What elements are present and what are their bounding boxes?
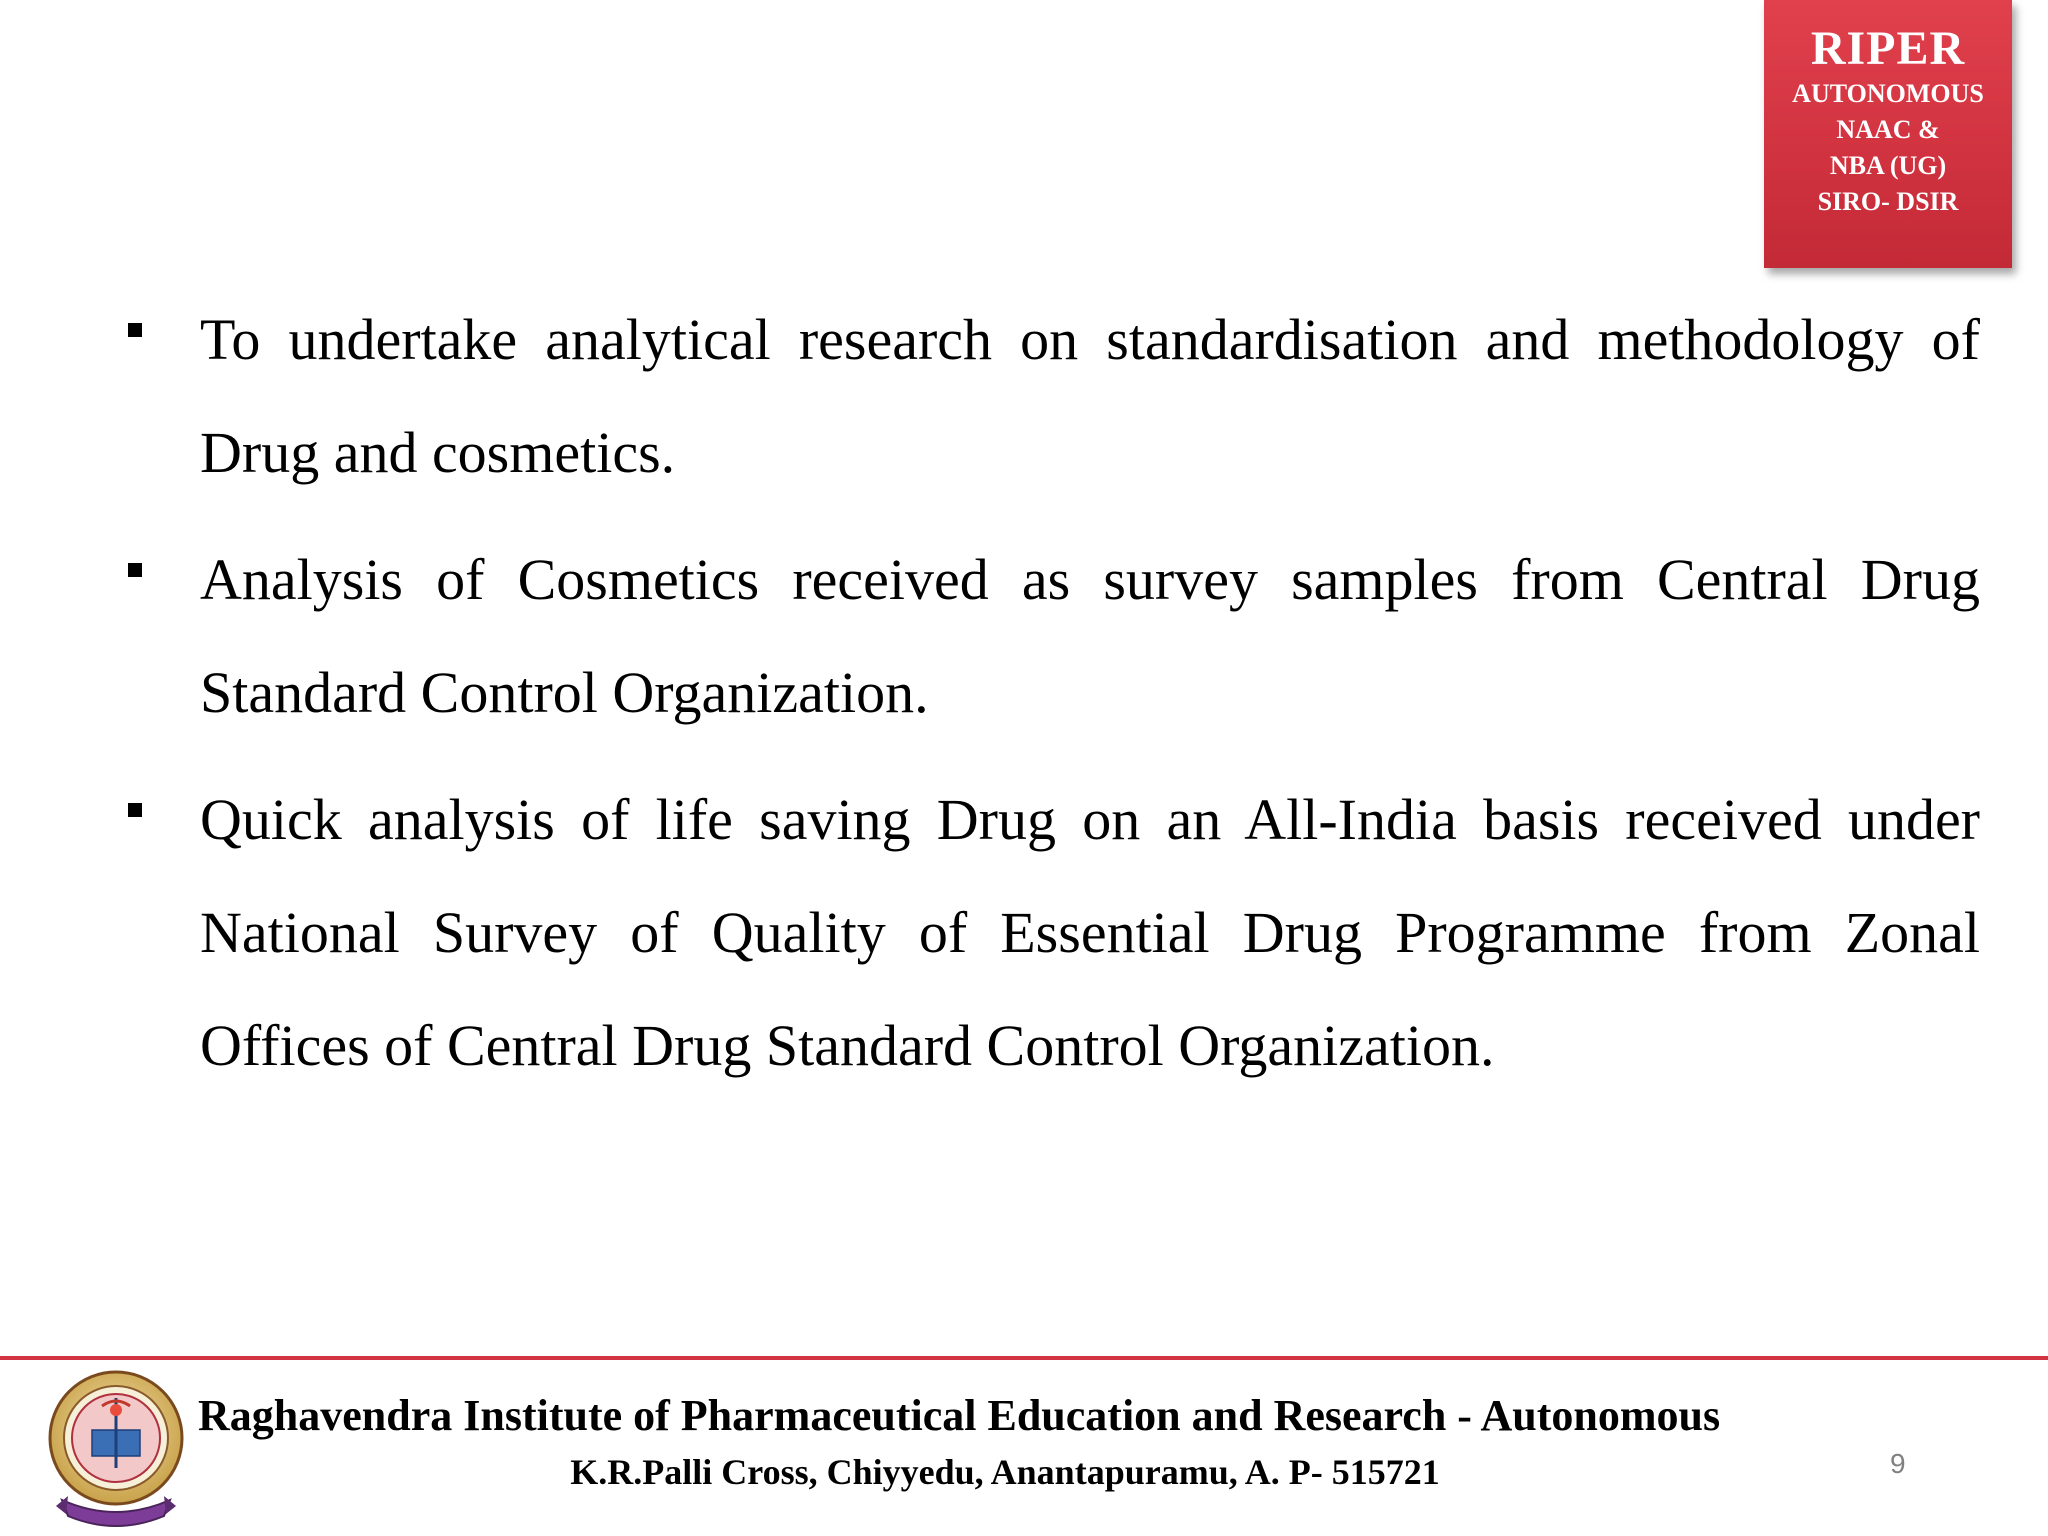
list-item [120, 523, 1980, 749]
bullet-text: Analysis of Cosmetics received as survey samples from Central Drug Standard Control Organization. [200, 547, 1980, 725]
list-item [120, 283, 1980, 509]
institution-address: K.R.Palli Cross, Chiyyedu, Anantapuramu, A. P- 515721 [570, 1452, 1440, 1492]
list-item [120, 763, 1980, 1102]
bullet-text: To undertake analytical research on standardisation and methodology of Drug and cosmetics. [200, 307, 1980, 485]
institution-name: Raghavendra Institute of Pharmaceutical Education and Research - Autonomous [198, 1391, 1721, 1440]
badge-line-autonomous: AUTONOMOUS [1792, 79, 1984, 108]
bullet-text: Quick analysis of life saving Drug on an All-India basis received under National Survey of Quality of Essential Drug Programme from Zonal Offices of Central Drug Standard Control Organization. [200, 787, 1980, 1078]
badge-line-nba: NBA (UG) [1829, 151, 1947, 180]
institute-seal-icon [42, 1368, 190, 1528]
square-bullet-icon [128, 563, 142, 577]
accreditation-badge [1764, 0, 2012, 268]
badge-line-naac: NAAC & [1836, 115, 1940, 144]
badge-line-siro: SIRO- DSIR [1817, 187, 1959, 216]
badge-title: RIPER [1810, 22, 1966, 75]
square-bullet-icon [128, 803, 142, 817]
square-bullet-icon [128, 323, 142, 337]
bullet-list [120, 283, 1980, 1116]
footer-divider [0, 1356, 2048, 1360]
page-number: 9 [1890, 1448, 1906, 1479]
